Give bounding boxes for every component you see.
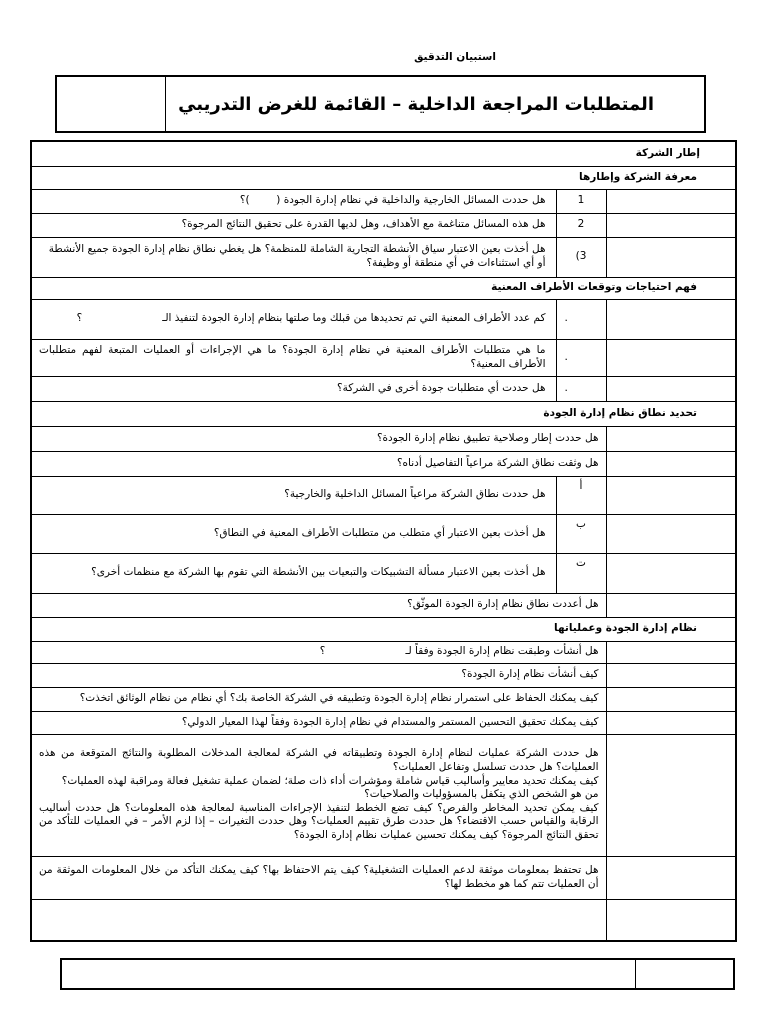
notes-cell [606, 451, 736, 476]
section-heading-row [31, 617, 736, 641]
question-row-multi [31, 734, 736, 856]
question-row [31, 856, 736, 899]
question-text: هل وثقت نطاق الشركة مراعياً التفاصيل أدناه؟ [31, 451, 606, 476]
question-text: هل أعددت نطاق نظام إدارة الجودة الموثّق؟ [31, 593, 606, 617]
title-box [55, 75, 706, 133]
notes-cell [606, 856, 736, 899]
question-text: هل هذه المسائل متناغمة مع الأهداف، وهل لديها القدرة على تحقيق النتائج المرجوة؟ [31, 213, 556, 237]
framework-heading-row [31, 141, 736, 166]
section-heading-row [31, 401, 736, 426]
sub-question-row [31, 514, 736, 553]
question-row [31, 687, 736, 711]
notes-cell [606, 376, 736, 401]
notes-cell [606, 734, 736, 856]
question-row [31, 663, 736, 687]
notes-cell [606, 593, 736, 617]
notes-cell [606, 339, 736, 376]
question-text: هل حددت أي متطلبات جودة أخرى في الشركة؟ [31, 376, 556, 401]
question-row [31, 711, 736, 734]
question-bullet: . [556, 299, 606, 339]
notes-cell [606, 237, 736, 277]
audit-checklist-table [30, 140, 737, 942]
notes-cell [606, 641, 736, 663]
question-number: 1 [556, 189, 606, 213]
section-heading: نظام إدارة الجودة وعملياتها [31, 617, 736, 641]
title-cell [166, 77, 704, 131]
question-text: كم عدد الأطراف المعنية التي تم تحديدها من قبلك وما صلتها بنظام إدارة الجودة لتنفيذ الـ ؟ [31, 299, 556, 339]
notes-cell [606, 711, 736, 734]
question-text: ما هي متطلبات الأطراف المعنية في نظام إدارة الجودة؟ ما هي الإجراءات أو العمليات المتبعة لفهم متطلبات الأطراف المعنية؟ [31, 339, 556, 376]
sub-question-row [31, 476, 736, 514]
question-paragraph: هل حددت الشركة عمليات لنظام إدارة الجودة وتطبيقاته في الشركة لمعالجة المدخلات المطلوبة والنتائج المتوقعة من هذه العمليات؟ هل حددت تسلسل وتفاعل العمليات؟ [39, 747, 599, 773]
question-paragraph: من هو الشخص الذي يتكفل بالمسؤوليات والصلاحيات؟ [364, 788, 599, 801]
question-row [31, 641, 736, 663]
question-text: هل أخذت بعين الاعتبار سياق الأنشطة التجارية الشاملة للمنظمة؟ هل يغطي نطاق نظام إدارة الجودة جميع الأنشطة أو أي استثناءات في أي منطقة أو وظيفة؟ [31, 237, 556, 277]
sub-question-letter: ب [556, 514, 606, 553]
notes-cell [606, 426, 736, 451]
question-bullet: . [556, 376, 606, 401]
question-row [31, 299, 736, 339]
section-heading: تحديد نطاق نظام إدارة الجودة [31, 401, 736, 426]
question-text: كيف يمكنك الحفاظ على استمرار نظام إدارة الجودة وتطبيقه في الشركة الخاصة بك؟ أي نظام من نظام الوثائق اتخذت؟ [31, 687, 606, 711]
framework-heading: إطار الشركة [31, 141, 736, 166]
notes-cell [606, 189, 736, 213]
footer-cell [62, 960, 636, 988]
section-heading: معرفة الشركة وإطارها [31, 166, 736, 189]
sub-question-letter: ت [556, 553, 606, 593]
question-text: هل تحتفظ بمعلومات موثقة لدعم العمليات التشغيلية؟ كيف يتم الاحتفاظ بها؟ كيف يمكنك التأكد من خلال المعلومات الموثقة من أن العمليات تتم كما هو مخطط لها؟ [31, 856, 606, 899]
question-row [31, 593, 736, 617]
notes-cell [606, 553, 736, 593]
question-number: 2 [556, 213, 606, 237]
footer-box [60, 958, 735, 990]
notes-cell [606, 213, 736, 237]
notes-cell [606, 476, 736, 514]
section-heading: فهم احتياجات وتوقعات الأطراف المعنية [31, 277, 736, 299]
page-title: المتطلبات المراجعة الداخلية – القائمة للغرض التدريبي [178, 93, 654, 115]
question-text: هل حددت نطاق الشركة مراعياً المسائل الداخلية والخارجية؟ [31, 476, 556, 514]
question-group [31, 734, 606, 856]
section-heading-row [31, 166, 736, 189]
sub-question-letter: أ [556, 476, 606, 514]
footer-cell [636, 960, 733, 988]
sub-question-row [31, 553, 736, 593]
notes-cell [606, 514, 736, 553]
empty-cell [31, 899, 606, 941]
question-paragraph: كيف يمكن تحديد المخاطر والفرص؟ كيف تضع الخطط لتنفيذ الإجراءات المناسبة لمعالجة هذه المعلومات؟ هل حددت أساليب الرقابة والقياس حسب الاقتضاء؟ هل حددت طرق تقييم العمليات؟ وهل حددت التغيرات – إذا لزم الأمر – في العمليات للتأكد من تحقق النتائج المرجوة؟ كيف يمكنك تحسين عمليات نظام إدارة الجودة؟ [39, 801, 599, 842]
notes-cell [606, 899, 736, 941]
question-text: هل أنشأت وطبقت نظام إدارة الجودة وفقاً لـ ؟ [31, 641, 606, 663]
notes-cell [606, 663, 736, 687]
empty-row [31, 899, 736, 941]
question-row [31, 189, 736, 213]
question-row [31, 237, 736, 277]
question-paragraph: كيف يمكنك تحديد معايير وأساليب قياس شاملة ومؤشرات أداء ذات صلة؛ لضمان عملية تشغيل فعالة ومراقبة لهذه العمليات؟ [61, 774, 599, 787]
question-row [31, 213, 736, 237]
question-text: هل حددت المسائل الخارجية والداخلية في نظام إدارة الجودة ( )؟ [31, 189, 556, 213]
question-bullet: . [556, 339, 606, 376]
question-text: هل أخذت بعين الاعتبار مسألة التشبيكات والتبعيات بين الأنشطة التي تقوم بها الشركة مع منظمات أخرى؟ [31, 553, 556, 593]
question-text: هل أخذت بعين الاعتبار أي متطلب من متطلبات الأطراف المعنية في النطاق؟ [31, 514, 556, 553]
question-row [31, 426, 736, 451]
title-box-empty-cell [57, 77, 166, 131]
question-row [31, 376, 736, 401]
question-text: كيف يمكنك تحقيق التحسين المستمر والمستدام في نظام إدارة الجودة وفقاً لهذا المعيار الدولي؟ [31, 711, 606, 734]
survey-label: استبيان التدقيق [414, 51, 496, 63]
notes-cell [606, 687, 736, 711]
question-text: هل حددت إطار وصلاحية تطبيق نظام إدارة الجودة؟ [31, 426, 606, 451]
question-text: كيف أنشأت نظام إدارة الجودة؟ [31, 663, 606, 687]
notes-cell [606, 299, 736, 339]
section-heading-row [31, 277, 736, 299]
question-number: 3) [556, 237, 606, 277]
question-row [31, 451, 736, 476]
question-row [31, 339, 736, 376]
